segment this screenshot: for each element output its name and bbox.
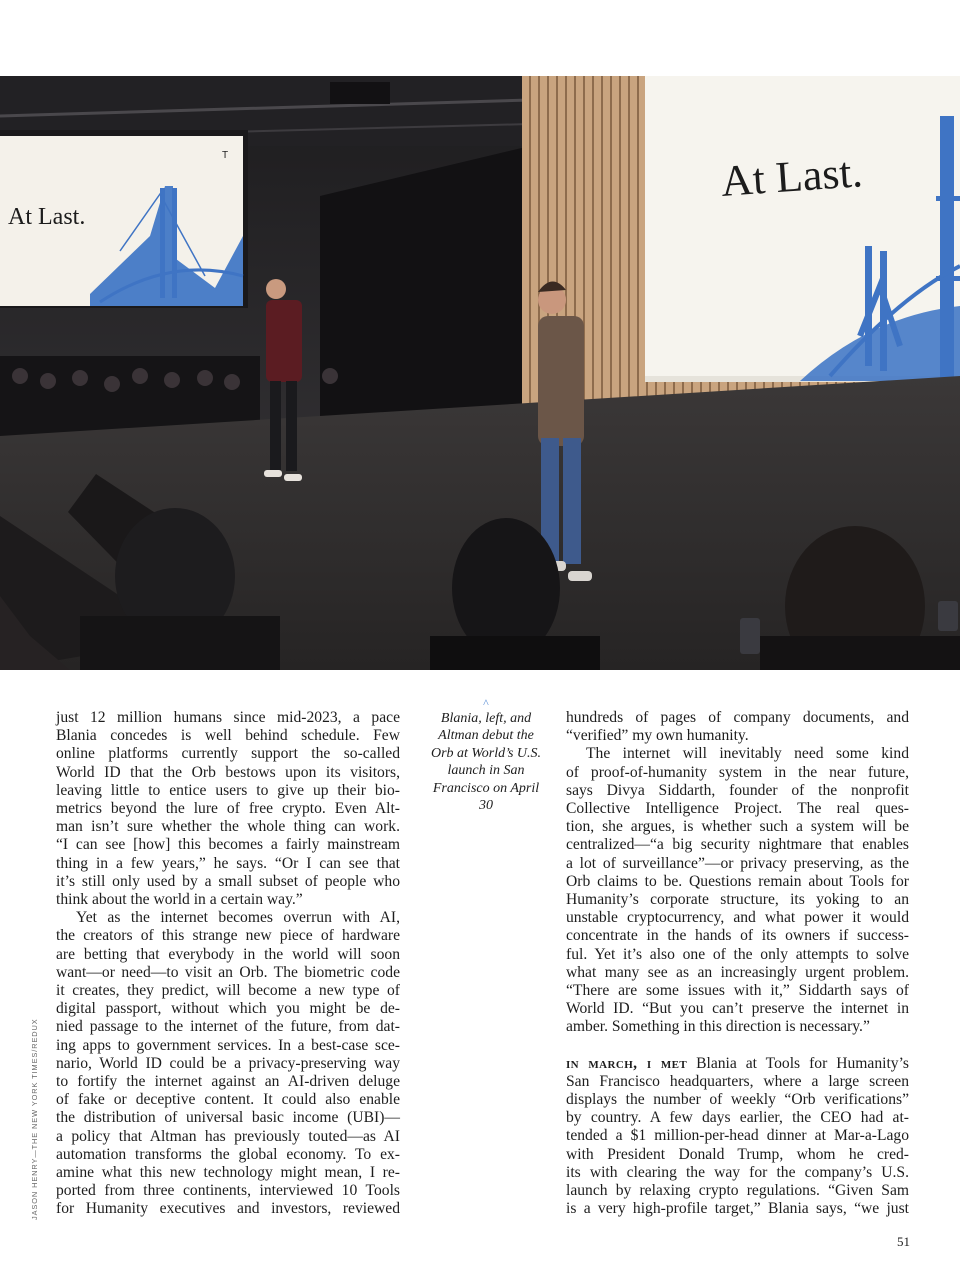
- text-line: unstable cryptocurrency, and what power it would: [566, 909, 909, 927]
- text-line: leaving little to entice users to give up their bio-: [56, 781, 400, 799]
- article-column-left: [56, 709, 400, 1219]
- text-line: ported from three continents, interviewed 10 Tools: [56, 1182, 400, 1200]
- text-line: automation transforms the global economy. To ex-: [56, 1145, 400, 1163]
- text-line: ing apps to government services. In a best-case sce-: [56, 1036, 400, 1054]
- text-line: thing in a few years,” he says. “Or I can see that: [56, 854, 400, 872]
- text-line: its with clearing the way for the company’s U.S.: [566, 1163, 909, 1181]
- paragraph: [566, 745, 909, 1036]
- paragraph: [56, 709, 400, 909]
- right-screen: [645, 76, 960, 382]
- text-line: amber. Something in this direction is necessary.”: [566, 1018, 870, 1036]
- right-screen-title: At Last.: [719, 147, 865, 206]
- text-line: want—or need—to visit an Orb. The biometric code: [56, 963, 400, 981]
- caption-up-arrow-icon: ^: [483, 696, 489, 710]
- text-line: The internet will inevitably need some kind: [586, 745, 909, 763]
- paragraph: [56, 909, 400, 1218]
- text-line: ful. Yet it’s also one of the only attempts to solve: [566, 945, 909, 963]
- page-number: 51: [897, 1234, 910, 1249]
- stage-photo-illustration: [0, 76, 960, 670]
- text-line: “I can see [how] this becomes a fairly mainstream: [56, 836, 400, 854]
- text-line: concentrate in the hands of its owners if success-: [566, 927, 909, 945]
- text-line: amine what this new technology might mean, I re-: [56, 1164, 400, 1182]
- text-line: hundreds of pages of company documents, and: [566, 709, 909, 726]
- text-line: centralized—“a big security nightmare that enables: [566, 836, 909, 854]
- left-screen-title: At Last.: [8, 204, 86, 230]
- text-line: Yet as the internet becomes overrun with AI,: [76, 909, 400, 927]
- text-line: are betting that everybody in the world will soon: [56, 945, 400, 963]
- text-line: Collective Intelligence Project. The real ques-: [566, 800, 909, 818]
- text-line: says Divya Siddarth, founder of the nonprofit: [566, 781, 909, 799]
- text-line: a policy that Altman has previously touted—as AI: [56, 1127, 400, 1145]
- text-line: launch by relaxing crypto regulations. “Given Sam: [566, 1182, 909, 1200]
- text-line: the creators of this strange new piece of hardware: [56, 927, 400, 945]
- photo-caption: [428, 696, 544, 814]
- text-line: of fake or deceptive content. It could also enable: [56, 1091, 400, 1109]
- text-line: Humanity’s corporate structure, its yoking to an: [566, 891, 909, 909]
- text-line: nied passage to the internet of the future, from dat-: [56, 1018, 400, 1036]
- text-line: [566, 1055, 909, 1073]
- text-line: digital passport, without which you might be de-: [56, 1000, 400, 1018]
- stage-photo: [0, 76, 960, 670]
- paragraph: [566, 709, 909, 745]
- text-line: it’s still only used by a small subset of people who: [56, 872, 400, 890]
- paragraph: [566, 1055, 909, 1219]
- text-line: to fortify the internet against an AI-driven deluge: [56, 1073, 400, 1091]
- text-line: tion, she argues, is whether such a system will be: [566, 818, 909, 836]
- text-line: nario, World ID could be a privacy-preserving way: [56, 1054, 400, 1072]
- text-line: is a very high-profile target,” Blania says, “we just: [566, 1200, 909, 1218]
- text-line: World ID. “But you can’t preserve the internet in: [566, 1000, 909, 1018]
- text-line: by country. A few days earlier, the CEO had at-: [566, 1109, 909, 1127]
- photo-credit: JASON HENRY—THE NEW YORK TIMES/REDUX: [30, 1018, 39, 1220]
- left-screen: [0, 130, 248, 308]
- text-line: Orb claims to be. Questions remain about Tools for: [566, 872, 909, 890]
- text-line: “There are some issues with it,” Siddarth says of: [566, 982, 909, 1000]
- section-break: [566, 1037, 909, 1055]
- text-line: tended a $1 million-per-head dinner at Mar-a-Lago: [566, 1127, 909, 1145]
- article-column-right: [566, 709, 909, 1218]
- caption-text: Blania, left, and Altman debut the Orb at World’s U.S. launch in San Francisco on April 30: [430, 711, 542, 814]
- text-line: with President Donald Trump, whom he cred-: [566, 1145, 909, 1163]
- stage-light: [330, 82, 390, 104]
- text-line: metrics beyond the lure of free crypto. Even Alt-: [56, 800, 400, 818]
- text-line: just 12 million humans since mid-2023, a pace: [56, 709, 400, 726]
- text-line: “verified” my own humanity.: [566, 727, 749, 745]
- text-line: think about the world in a certain way.”: [56, 891, 303, 909]
- text-line: it creates, they predict, will become a new type of: [56, 982, 400, 1000]
- text-line: World ID that the Orb bestows upon its visitors,: [56, 763, 400, 781]
- text-line: San Francisco headquarters, where a large screen: [566, 1072, 909, 1090]
- text-line: for Humanity executives and investors, reviewed: [56, 1200, 400, 1218]
- text-line: the distribution of universal basic income (UBI)—: [56, 1109, 400, 1127]
- text-line: man isn’t sure whether the whole thing can work.: [56, 818, 400, 836]
- svg-text:T: T: [222, 150, 229, 161]
- text-line: displays the number of weekly “Orb verifications”: [566, 1091, 909, 1109]
- text-line: what many see as an increasingly urgent problem.: [566, 963, 909, 981]
- text-line: online platforms currently support the so-called: [56, 745, 400, 763]
- text-line: Blania concedes is well behind schedule. Few: [56, 727, 400, 745]
- lead-in-continuation: Blania at Tools for Humanity’s: [687, 1054, 909, 1072]
- text-line: of proof-of-humanity system in the near future,: [566, 763, 909, 781]
- text-line: a lot of surveillance”—or privacy preserving, as the: [566, 854, 909, 872]
- lead-in: in march, i met: [566, 1054, 688, 1072]
